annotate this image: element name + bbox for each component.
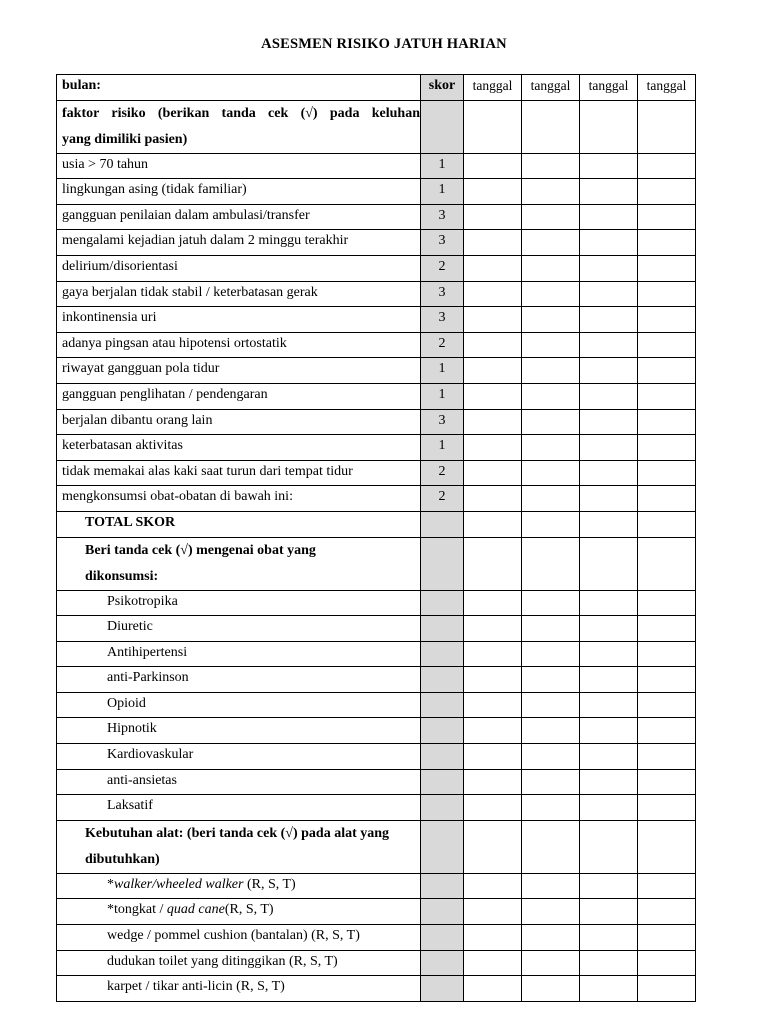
risk-factor-row <box>57 409 696 435</box>
medication-row <box>57 795 696 821</box>
obat-heading <box>57 537 421 590</box>
check-cell[interactable] <box>638 332 696 358</box>
check-cell[interactable] <box>580 486 638 512</box>
check-cell[interactable] <box>580 795 638 821</box>
skor-cell <box>421 976 464 1002</box>
check-cell[interactable] <box>580 590 638 616</box>
check-cell[interactable] <box>522 332 580 358</box>
equipment-prefix: * <box>107 876 114 892</box>
check-cell[interactable] <box>580 616 638 642</box>
check-cell[interactable] <box>464 281 522 307</box>
check-cell[interactable] <box>638 820 696 873</box>
check-cell[interactable] <box>638 925 696 951</box>
check-cell[interactable] <box>638 616 696 642</box>
skor-cell: 3 <box>421 409 464 435</box>
skor-cell <box>421 718 464 744</box>
check-cell[interactable] <box>464 332 522 358</box>
skor-cell <box>421 616 464 642</box>
risk-factor-row <box>57 383 696 409</box>
check-cell[interactable] <box>522 230 580 256</box>
skor-cell: 1 <box>421 358 464 384</box>
equipment-prefix: dudukan toilet yang ditinggikan (R, S, T) <box>107 953 338 969</box>
equipment-row <box>57 925 696 951</box>
bulan-header: bulan: <box>57 75 421 101</box>
alat-heading <box>57 820 421 873</box>
check-cell[interactable] <box>464 486 522 512</box>
check-cell[interactable] <box>638 358 696 384</box>
skor-cell <box>421 667 464 693</box>
faktor-heading-row <box>57 100 696 153</box>
risk-factor-row-label: gangguan penilaian dalam ambulasi/transfer <box>57 204 421 230</box>
check-cell[interactable] <box>638 435 696 461</box>
skor-cell <box>421 511 464 537</box>
check-cell[interactable] <box>638 307 696 333</box>
skor-cell: 3 <box>421 230 464 256</box>
medication-row-label: anti-Parkinson <box>57 667 421 693</box>
equipment-row-label <box>57 899 421 925</box>
check-cell[interactable] <box>638 641 696 667</box>
check-cell[interactable] <box>464 230 522 256</box>
check-cell[interactable] <box>580 153 638 179</box>
check-cell[interactable] <box>638 511 696 537</box>
check-cell[interactable] <box>580 511 638 537</box>
check-cell[interactable] <box>580 820 638 873</box>
check-cell[interactable] <box>464 976 522 1002</box>
risk-factor-row-label: tidak memakai alas kaki saat turun dari tempat tidur <box>57 460 421 486</box>
total-skor-row <box>57 511 696 537</box>
skor-cell: 3 <box>421 204 464 230</box>
check-cell[interactable] <box>638 795 696 821</box>
check-cell[interactable] <box>522 435 580 461</box>
skor-cell: 2 <box>421 486 464 512</box>
check-cell[interactable] <box>522 153 580 179</box>
check-cell[interactable] <box>522 590 580 616</box>
check-cell[interactable] <box>464 435 522 461</box>
skor-cell: 1 <box>421 179 464 205</box>
medication-row-label: Kardiovaskular <box>57 744 421 770</box>
skor-cell <box>421 925 464 951</box>
risk-factor-row <box>57 307 696 333</box>
check-cell[interactable] <box>522 255 580 281</box>
risk-factor-row-label: gangguan penglihatan / pendengaran <box>57 383 421 409</box>
risk-factor-row <box>57 460 696 486</box>
check-cell[interactable] <box>638 537 696 590</box>
check-cell[interactable] <box>580 281 638 307</box>
skor-cell <box>421 744 464 770</box>
medication-row-label: Hipnotik <box>57 718 421 744</box>
check-cell[interactable] <box>522 383 580 409</box>
medication-row-label: Antihipertensi <box>57 641 421 667</box>
check-cell[interactable] <box>522 925 580 951</box>
check-cell[interactable] <box>522 950 580 976</box>
check-cell[interactable] <box>638 667 696 693</box>
check-cell[interactable] <box>464 590 522 616</box>
check-cell[interactable] <box>464 718 522 744</box>
check-cell[interactable] <box>464 460 522 486</box>
check-cell[interactable] <box>522 744 580 770</box>
equipment-italic: walker/wheeled walker <box>114 876 244 892</box>
tanggal-header-2[interactable]: tanggal <box>522 75 580 101</box>
medication-row <box>57 616 696 642</box>
tanggal-header-4[interactable]: tanggal <box>638 75 696 101</box>
check-cell[interactable] <box>638 255 696 281</box>
obat-heading-line1: Beri tanda cek (√) mengenai obat yang <box>85 542 316 558</box>
risk-factor-row <box>57 179 696 205</box>
skor-cell <box>421 873 464 899</box>
medication-row <box>57 769 696 795</box>
skor-cell: 2 <box>421 332 464 358</box>
obat-heading-row <box>57 537 696 590</box>
check-cell[interactable] <box>638 100 696 153</box>
check-cell[interactable] <box>522 204 580 230</box>
tanggal-header-1[interactable]: tanggal <box>464 75 522 101</box>
check-cell[interactable] <box>580 179 638 205</box>
risk-factor-row-label: inkontinensia uri <box>57 307 421 333</box>
risk-factor-row-label: gaya berjalan tidak stabil / keterbatasan gerak <box>57 281 421 307</box>
check-cell[interactable] <box>580 769 638 795</box>
equipment-suffix: (R, S, T) <box>224 902 274 918</box>
check-cell[interactable] <box>464 616 522 642</box>
risk-factor-row-label: adanya pingsan atau hipotensi ortostatik <box>57 332 421 358</box>
medication-row-label: Diuretic <box>57 616 421 642</box>
medication-row <box>57 692 696 718</box>
check-cell[interactable] <box>522 511 580 537</box>
risk-factor-row-label: riwayat gangguan pola tidur <box>57 358 421 384</box>
check-cell[interactable] <box>580 307 638 333</box>
skor-cell <box>421 950 464 976</box>
check-cell[interactable] <box>638 230 696 256</box>
check-cell[interactable] <box>638 383 696 409</box>
check-cell[interactable] <box>638 460 696 486</box>
check-cell[interactable] <box>464 307 522 333</box>
risk-factor-row <box>57 204 696 230</box>
medication-row <box>57 744 696 770</box>
check-cell[interactable] <box>638 204 696 230</box>
medication-row <box>57 590 696 616</box>
skor-cell <box>421 641 464 667</box>
medication-row <box>57 718 696 744</box>
check-cell[interactable] <box>580 641 638 667</box>
skor-cell: 1 <box>421 435 464 461</box>
check-cell[interactable] <box>464 511 522 537</box>
check-cell[interactable] <box>464 409 522 435</box>
equipment-prefix: wedge / pommel cushion (bantalan) (R, S, T) <box>107 928 360 944</box>
check-cell[interactable] <box>464 204 522 230</box>
check-cell[interactable] <box>522 409 580 435</box>
check-cell[interactable] <box>580 409 638 435</box>
check-cell[interactable] <box>638 950 696 976</box>
skor-cell: 1 <box>421 153 464 179</box>
risk-factor-row <box>57 358 696 384</box>
equipment-row <box>57 873 696 899</box>
check-cell[interactable] <box>580 435 638 461</box>
risk-factor-row-label: keterbatasan aktivitas <box>57 435 421 461</box>
check-cell[interactable] <box>464 383 522 409</box>
fall-risk-table <box>56 74 696 1002</box>
risk-factor-row <box>57 230 696 256</box>
check-cell[interactable] <box>580 744 638 770</box>
risk-factor-row <box>57 153 696 179</box>
skor-cell <box>421 769 464 795</box>
check-cell[interactable] <box>464 899 522 925</box>
skor-cell <box>421 100 464 153</box>
equipment-row <box>57 976 696 1002</box>
check-cell[interactable] <box>638 179 696 205</box>
check-cell[interactable] <box>464 179 522 205</box>
check-cell[interactable] <box>580 692 638 718</box>
check-cell[interactable] <box>464 820 522 873</box>
check-cell[interactable] <box>638 744 696 770</box>
faktor-heading-line2: yang dimiliki pasien) <box>62 131 188 147</box>
check-cell[interactable] <box>580 358 638 384</box>
medication-row-label: Psikotropika <box>57 590 421 616</box>
equipment-row-label <box>57 873 421 899</box>
check-cell[interactable] <box>522 820 580 873</box>
medication-row-label: Opioid <box>57 692 421 718</box>
check-cell[interactable] <box>522 795 580 821</box>
check-cell[interactable] <box>580 204 638 230</box>
risk-factor-row <box>57 435 696 461</box>
medication-row-label: anti-ansietas <box>57 769 421 795</box>
check-cell[interactable] <box>464 358 522 384</box>
alat-heading-row <box>57 820 696 873</box>
check-cell[interactable] <box>464 925 522 951</box>
risk-factor-row-label: usia > 70 tahun <box>57 153 421 179</box>
check-cell[interactable] <box>638 692 696 718</box>
check-cell[interactable] <box>638 409 696 435</box>
risk-factor-row <box>57 486 696 512</box>
faktor-heading-line1: faktor risiko (berikan tanda cek (√) pada keluhan <box>62 105 420 121</box>
check-cell[interactable] <box>464 950 522 976</box>
check-cell[interactable] <box>522 976 580 1002</box>
check-cell[interactable] <box>638 153 696 179</box>
risk-factor-row-label: delirium/disorientasi <box>57 255 421 281</box>
check-cell[interactable] <box>464 873 522 899</box>
medication-row <box>57 667 696 693</box>
header-row <box>57 75 696 101</box>
medication-row-label: Laksatif <box>57 795 421 821</box>
check-cell[interactable] <box>580 667 638 693</box>
skor-header: skor <box>421 75 464 101</box>
medication-row <box>57 641 696 667</box>
risk-factor-row <box>57 255 696 281</box>
check-cell[interactable] <box>522 769 580 795</box>
check-cell[interactable] <box>638 873 696 899</box>
equipment-row <box>57 899 696 925</box>
risk-factor-row <box>57 332 696 358</box>
document-title: ASESMEN RISIKO JATUH HARIAN <box>261 36 507 52</box>
check-cell[interactable] <box>522 873 580 899</box>
equipment-suffix: (R, S, T) <box>243 876 296 892</box>
check-cell[interactable] <box>580 873 638 899</box>
check-cell[interactable] <box>464 667 522 693</box>
check-cell[interactable] <box>464 537 522 590</box>
check-cell[interactable] <box>638 899 696 925</box>
equipment-italic: quad cane <box>166 902 225 918</box>
check-cell[interactable] <box>522 718 580 744</box>
check-cell[interactable] <box>638 976 696 1002</box>
check-cell[interactable] <box>464 795 522 821</box>
skor-cell <box>421 692 464 718</box>
check-cell[interactable] <box>522 641 580 667</box>
skor-cell <box>421 795 464 821</box>
check-cell[interactable] <box>522 358 580 384</box>
equipment-row-label <box>57 976 421 1002</box>
check-cell[interactable] <box>522 692 580 718</box>
check-cell[interactable] <box>522 460 580 486</box>
check-cell[interactable] <box>464 641 522 667</box>
check-cell[interactable] <box>580 976 638 1002</box>
skor-cell: 3 <box>421 307 464 333</box>
check-cell[interactable] <box>580 925 638 951</box>
check-cell[interactable] <box>580 950 638 976</box>
check-cell[interactable] <box>522 616 580 642</box>
skor-cell: 2 <box>421 460 464 486</box>
alat-heading-line2: dibutuhkan) <box>85 851 160 867</box>
risk-factor-row-label: lingkungan asing (tidak familiar) <box>57 179 421 205</box>
equipment-row-label <box>57 950 421 976</box>
skor-cell: 3 <box>421 281 464 307</box>
check-cell[interactable] <box>522 179 580 205</box>
skor-cell <box>421 537 464 590</box>
skor-cell <box>421 590 464 616</box>
check-cell[interactable] <box>580 460 638 486</box>
check-cell[interactable] <box>522 667 580 693</box>
skor-cell <box>421 820 464 873</box>
check-cell[interactable] <box>580 718 638 744</box>
check-cell[interactable] <box>580 255 638 281</box>
check-cell[interactable] <box>464 769 522 795</box>
equipment-prefix: *tongkat / <box>107 902 167 918</box>
check-cell[interactable] <box>580 899 638 925</box>
skor-cell: 2 <box>421 255 464 281</box>
equipment-row <box>57 950 696 976</box>
check-cell[interactable] <box>638 281 696 307</box>
skor-cell: 1 <box>421 383 464 409</box>
check-cell[interactable] <box>638 590 696 616</box>
check-cell[interactable] <box>464 153 522 179</box>
obat-heading-line2: dikonsumsi: <box>85 568 159 584</box>
check-cell[interactable] <box>522 486 580 512</box>
check-cell[interactable] <box>464 744 522 770</box>
check-cell[interactable] <box>580 100 638 153</box>
risk-factor-row-label: mengalami kejadian jatuh dalam 2 minggu terakhir <box>57 230 421 256</box>
check-cell[interactable] <box>580 383 638 409</box>
check-cell[interactable] <box>522 100 580 153</box>
check-cell[interactable] <box>522 307 580 333</box>
check-cell[interactable] <box>522 899 580 925</box>
check-cell[interactable] <box>638 486 696 512</box>
check-cell[interactable] <box>580 537 638 590</box>
check-cell[interactable] <box>522 281 580 307</box>
check-cell[interactable] <box>464 100 522 153</box>
risk-factor-row-label: mengkonsumsi obat-obatan di bawah ini: <box>57 486 421 512</box>
risk-factor-row <box>57 281 696 307</box>
check-cell[interactable] <box>638 718 696 744</box>
faktor-heading <box>57 100 421 153</box>
check-cell[interactable] <box>464 692 522 718</box>
tanggal-header-3[interactable]: tanggal <box>580 75 638 101</box>
equipment-row-label <box>57 925 421 951</box>
check-cell[interactable] <box>580 230 638 256</box>
risk-factor-row-label: berjalan dibantu orang lain <box>57 409 421 435</box>
skor-cell <box>421 899 464 925</box>
check-cell[interactable] <box>638 769 696 795</box>
check-cell[interactable] <box>522 537 580 590</box>
alat-heading-line1: Kebutuhan alat: (beri tanda cek (√) pada alat yang <box>85 825 390 841</box>
equipment-prefix: karpet / tikar anti-licin (R, S, T) <box>107 979 285 995</box>
total-skor-row-label: TOTAL SKOR <box>57 511 421 537</box>
check-cell[interactable] <box>464 255 522 281</box>
check-cell[interactable] <box>580 332 638 358</box>
